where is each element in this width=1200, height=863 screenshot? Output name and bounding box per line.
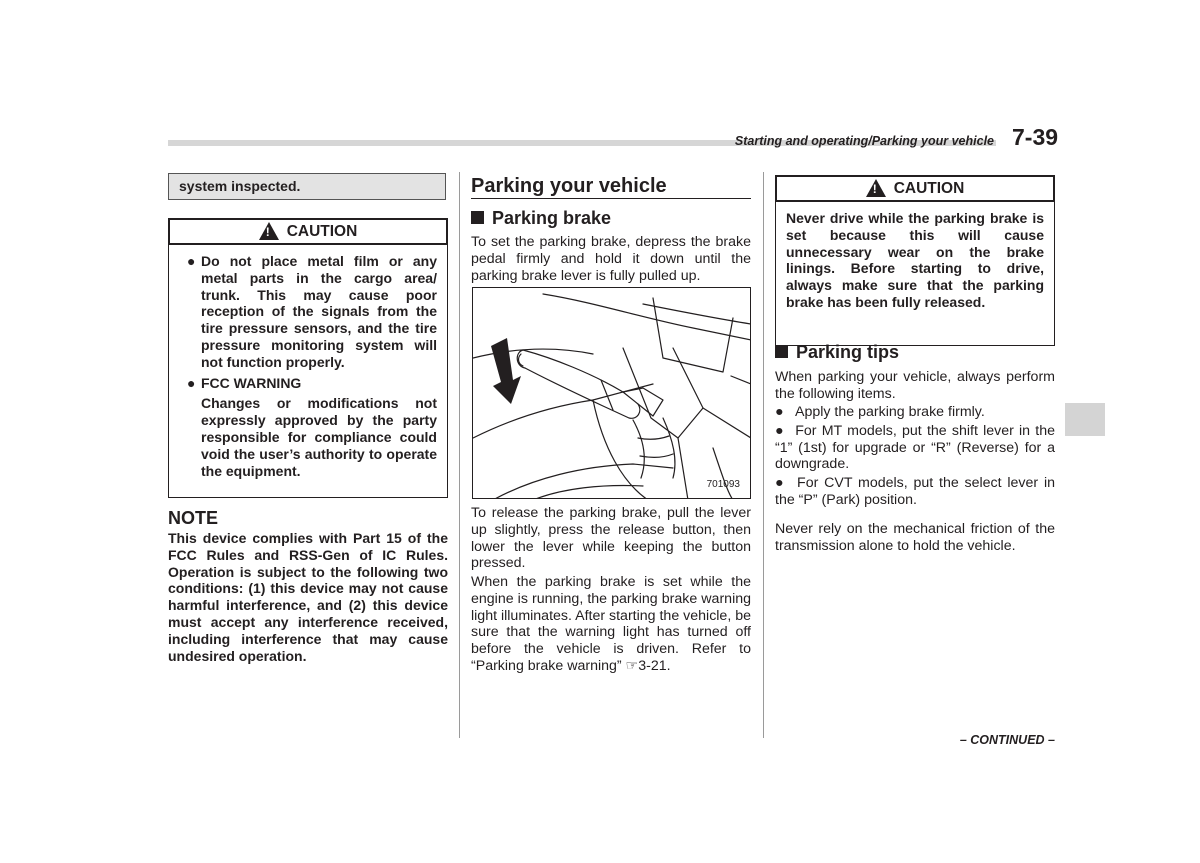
list-item-text: For MT models, put the shift lever in the “1” (1st) for upgrade or “R” (Reverse) for a downgrade. — [775, 422, 1055, 473]
list-item — [775, 404, 1055, 421]
section-title-rule — [471, 198, 751, 199]
subsection-parking-tips — [775, 342, 899, 363]
list-item — [775, 423, 1055, 473]
note-title: NOTE — [168, 508, 219, 528]
list-item-text: For CVT models, put the select lever in the “P” (Park) position. — [775, 475, 1055, 508]
continued-warning-box — [168, 173, 446, 200]
column-divider-1 — [459, 172, 460, 738]
subsection-parking-brake — [471, 208, 611, 229]
caution-item-text: Do not place metal film or any metal parts in the cargo area/ trunk. This may cause poor reception of the signals from the tire pressure sensors, and the tire pressure monitoring system will not function properly. — [201, 253, 437, 370]
parking-brake-figure — [472, 287, 751, 499]
section-title: Parking your vehicle — [471, 175, 667, 197]
caution-item — [179, 375, 437, 392]
fcc-warning-detail: Changes or modifications not expressly approved by the party responsible for compliance could void the user’s authority to operate the equipment. — [201, 395, 437, 479]
page-number: 7-39 — [1012, 124, 1059, 150]
paragraph: To set the parking brake, depress the brake pedal firmly and hold it down until the parking brake lever is fully pulled up. — [471, 234, 751, 284]
caution-text: Never drive while the parking brake is set because this will cause unnecessary wear on the brake linings. Before starting to drive, always make sure that the parking brake has been fully released. — [786, 210, 1044, 310]
caution-body — [775, 202, 1055, 346]
section-thumb-tab — [1065, 403, 1105, 436]
caution-label: CAUTION — [893, 179, 965, 197]
caution-item — [179, 253, 437, 371]
column-divider-2 — [763, 172, 764, 738]
caution-item-text: FCC WARNING — [201, 374, 302, 391]
figure-id: 701093 — [706, 479, 740, 490]
bullet: ● — [775, 422, 785, 439]
caution-header — [168, 218, 448, 245]
caution-label: CAUTION — [286, 222, 358, 240]
bullet: ● — [775, 475, 786, 492]
paragraph: Never rely on the mechanical friction of the transmission alone to hold the vehicle. — [775, 521, 1055, 554]
list-item — [775, 475, 1055, 509]
parking-tips-list — [775, 404, 1055, 511]
bullet: ● — [187, 253, 196, 269]
note-body: This device complies with Part 15 of the FCC Rules and RSS-Gen of IC Rules. Operation is subject to the following two conditions: (1) this device may not cause harmful interference, and (2) this device must accept any interference received, including interference that may cause undesired operation. — [168, 530, 448, 664]
caution-box-parking-brake — [775, 175, 1055, 346]
caution-body — [168, 245, 448, 498]
square-bullet-icon — [775, 345, 788, 358]
continued-label: – CONTINUED – — [959, 733, 1055, 747]
bullet: ● — [775, 404, 784, 420]
list-item-text: Apply the parking brake firmly. — [795, 404, 985, 420]
subsection-title: Parking brake — [492, 208, 612, 228]
parking-brake-illustration — [473, 288, 751, 499]
bullet: ● — [187, 374, 196, 391]
paragraph: When parking your vehicle, always perform the following items. — [775, 369, 1055, 402]
paragraph: To release the parking brake, pull the lever up slightly, press the release button, then lower the lever while keeping the button pressed. — [471, 505, 751, 572]
warning-triangle-icon — [866, 179, 886, 197]
paragraph: When the parking brake is set while the engine is running, the parking brake warning light illuminates. After starting the vehicle, be sure that the warning light has turned off before the vehicle is driven. Refer to “Parking brake warning” ☞3-21. — [471, 574, 751, 674]
header-title: Starting and operating/Parking your vehicle — [734, 134, 994, 148]
warning-triangle-icon — [259, 222, 279, 240]
caution-header — [775, 175, 1055, 202]
square-bullet-icon — [471, 211, 484, 224]
continued-warning-text: system inspected. — [179, 178, 301, 194]
subsection-title: Parking tips — [796, 342, 900, 362]
caution-box-fcc — [168, 218, 448, 498]
